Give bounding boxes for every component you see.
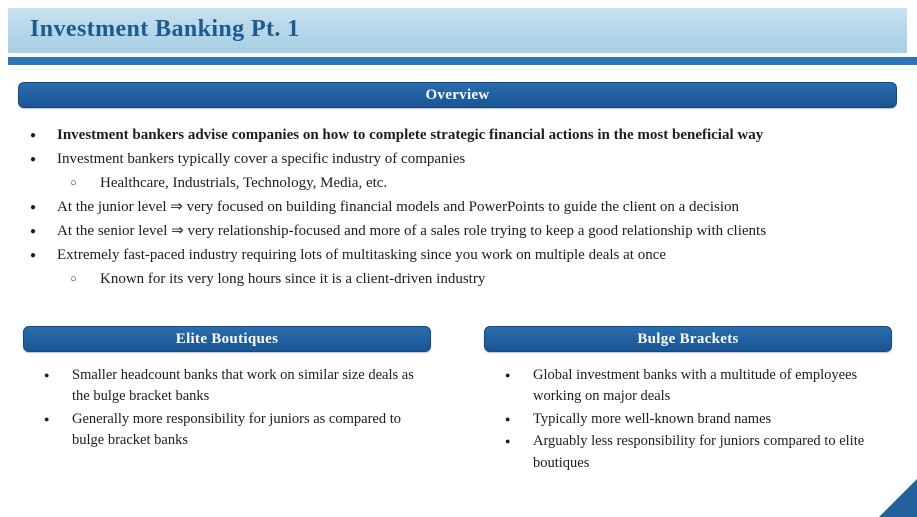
bullet-text: Generally more responsibility for juniors as compared to bulge bracket banks	[72, 410, 401, 449]
bulge-brackets-bullet-list	[484, 365, 892, 474]
bullet-disc-icon: ●	[30, 130, 37, 141]
bullet-disc-icon: ●	[30, 154, 37, 165]
overview-banner-label: Overview	[425, 86, 490, 103]
bullet-circle-icon: ○	[70, 177, 77, 189]
bullet-text: Global investment banks with a multitude of employees working on major deals	[533, 367, 858, 405]
bullet-disc-icon: ●	[30, 226, 37, 237]
bullet-text: At the junior level ⇒ very focused on building financial models and PowerPoints to guide the client on a decision	[57, 199, 740, 215]
bullet-text: Investment bankers typically cover a specific industry of companies	[57, 151, 466, 167]
comparison-columns	[23, 326, 892, 475]
bullet-item	[28, 223, 912, 240]
bullet-item	[484, 365, 892, 408]
page-title: Investment Banking Pt. 1	[30, 16, 300, 42]
bullet-item	[28, 151, 912, 168]
bullet-text: Known for its very long hours since it is a client-driven industry	[100, 271, 486, 287]
bullet-text: Smaller headcount banks that work on similar size deals as the bulge bracket banks	[72, 367, 414, 405]
bullet-item	[28, 199, 912, 216]
bullet-text: Extremely fast-paced industry requiring lots of multitasking since you work on multiple deals at once	[57, 247, 667, 263]
bullet-disc-icon: ●	[30, 202, 37, 213]
bullet-item	[28, 271, 912, 288]
overview-bullet-list	[28, 127, 912, 295]
bullet-item	[23, 365, 431, 408]
bullet-disc-icon: ●	[44, 413, 50, 424]
header-accent-strip	[8, 57, 917, 65]
bullet-item	[484, 409, 892, 430]
corner-triangle-decoration	[879, 479, 917, 517]
bullet-disc-icon: ●	[30, 250, 37, 261]
bullet-circle-icon: ○	[70, 273, 77, 285]
bullet-item	[23, 409, 431, 452]
bullet-item	[484, 431, 892, 474]
bulge-brackets-banner	[484, 326, 892, 352]
bullet-text: Arguably less responsibility for juniors compared to elite boutiques	[533, 433, 865, 471]
bullet-disc-icon: ●	[44, 370, 50, 380]
bullet-item	[28, 247, 912, 264]
overview-banner	[18, 82, 897, 108]
bullet-item	[28, 127, 912, 144]
bullet-text: Typically more well-known brand names	[533, 410, 772, 427]
bullet-text: Investment bankers advise companies on how to complete strategic financial actions in the most beneficial way	[57, 127, 764, 143]
bulge-brackets-banner-label: Bulge Brackets	[637, 330, 739, 347]
bullet-text: At the senior level ⇒ very relationship-focused and more of a sales role trying to keep a good relationship with clients	[57, 223, 767, 239]
bullet-disc-icon: ●	[505, 436, 511, 447]
elite-boutiques-section	[23, 326, 431, 475]
elite-boutiques-banner	[23, 326, 431, 352]
bulge-brackets-section	[484, 326, 892, 475]
bullet-item	[28, 175, 912, 192]
header-bar	[8, 8, 907, 53]
bullet-disc-icon: ●	[505, 413, 511, 424]
elite-boutiques-banner-label: Elite Boutiques	[175, 330, 279, 347]
bullet-disc-icon: ●	[505, 370, 511, 380]
elite-boutiques-bullet-list	[23, 365, 431, 452]
bullet-text: Healthcare, Industrials, Technology, Media, etc.	[100, 175, 388, 191]
